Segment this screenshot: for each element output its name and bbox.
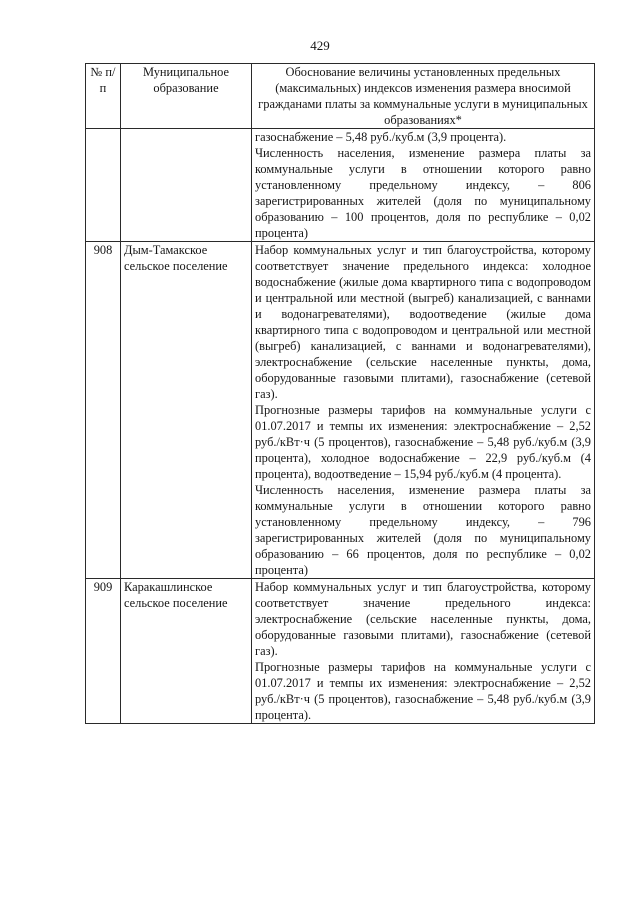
justification-paragraph: Численность населения, изменение размера платы за коммунальные услуги в отношении которого равно установленному предельному индексу, – 806 зарегистрированных жителей (доля по муниципальному образованию – 100 процентов, доля по республике – 0,02 процента) bbox=[255, 146, 591, 240]
table-row bbox=[86, 242, 595, 579]
header-justification: Обоснование величины установленных предельных (максимальных) индексов изменения размера вносимой гражданами платы за коммунальные услуги в муниципальных образованиях* bbox=[252, 64, 595, 129]
justification-paragraph: Набор коммунальных услуг и тип благоустройства, которому соответствует значение предельного индекса: электроснабжение (сельские населенные пункты, дома, оборудованные газовыми плитами), газоснабжение (сетевой газ). bbox=[255, 580, 591, 658]
row-num: 908 bbox=[86, 242, 121, 579]
row-justification bbox=[252, 129, 595, 242]
justification-paragraph: Численность населения, изменение размера платы за коммунальные услуги в отношении которого равно установленному предельному индексу, – 796 зарегистрированных жителей (доля по муниципальному образованию – 66 процентов, доля по республике – 0,02 процента) bbox=[255, 483, 591, 577]
table-header-row bbox=[86, 64, 595, 129]
header-municipality: Муниципальное образование bbox=[121, 64, 252, 129]
row-municipality: Каракашлинское сельское поселение bbox=[121, 579, 252, 724]
header-num: № п/п bbox=[86, 64, 121, 129]
row-num: 909 bbox=[86, 579, 121, 724]
table-row bbox=[86, 579, 595, 724]
row-justification bbox=[252, 579, 595, 724]
row-justification bbox=[252, 242, 595, 579]
justification-paragraph: Прогнозные размеры тарифов на коммунальные услуги с 01.07.2017 и темпы их изменения: электроснабжение – 2,52 руб./кВт·ч (5 процентов), газоснабжение – 5,48 руб./куб.м (3,9 процента). bbox=[255, 660, 591, 722]
justification-paragraph: газоснабжение – 5,48 руб./куб.м (3,9 процента). bbox=[255, 130, 507, 144]
table-row bbox=[86, 129, 595, 242]
row-municipality bbox=[121, 129, 252, 242]
row-num bbox=[86, 129, 121, 242]
justification-paragraph: Прогнозные размеры тарифов на коммунальные услуги с 01.07.2017 и темпы их изменения: электроснабжение – 2,52 руб./кВт·ч (5 процентов), газоснабжение – 5,48 руб./куб.м (3,9 процента), холодное водоснабжение – 22,9 руб./куб.м (4 процента), водоотведение – 15,94 руб./куб.м (4 процента). bbox=[255, 403, 591, 481]
justification-paragraph: Набор коммунальных услуг и тип благоустройства, которому соответствует значение предельного индекса: холодное водоснабжение (жилые дома квартирного типа с водопроводом и центральной или местной (выгреб) канализацией, с ваннами и водонагревателями), водоотведение (жилые дома квартирного типа с водопроводом и центральной или местной (выгреб) канализацией, с ваннами и водонагревателями), электроснабжение (сельские населенные пункты, дома, оборудованные газовыми плитами), газоснабжение (сетевой газ). bbox=[255, 243, 591, 401]
page-number: 429 bbox=[310, 38, 330, 53]
tariff-index-table bbox=[85, 63, 595, 724]
row-municipality: Дым-Тамакское сельское поселение bbox=[121, 242, 252, 579]
